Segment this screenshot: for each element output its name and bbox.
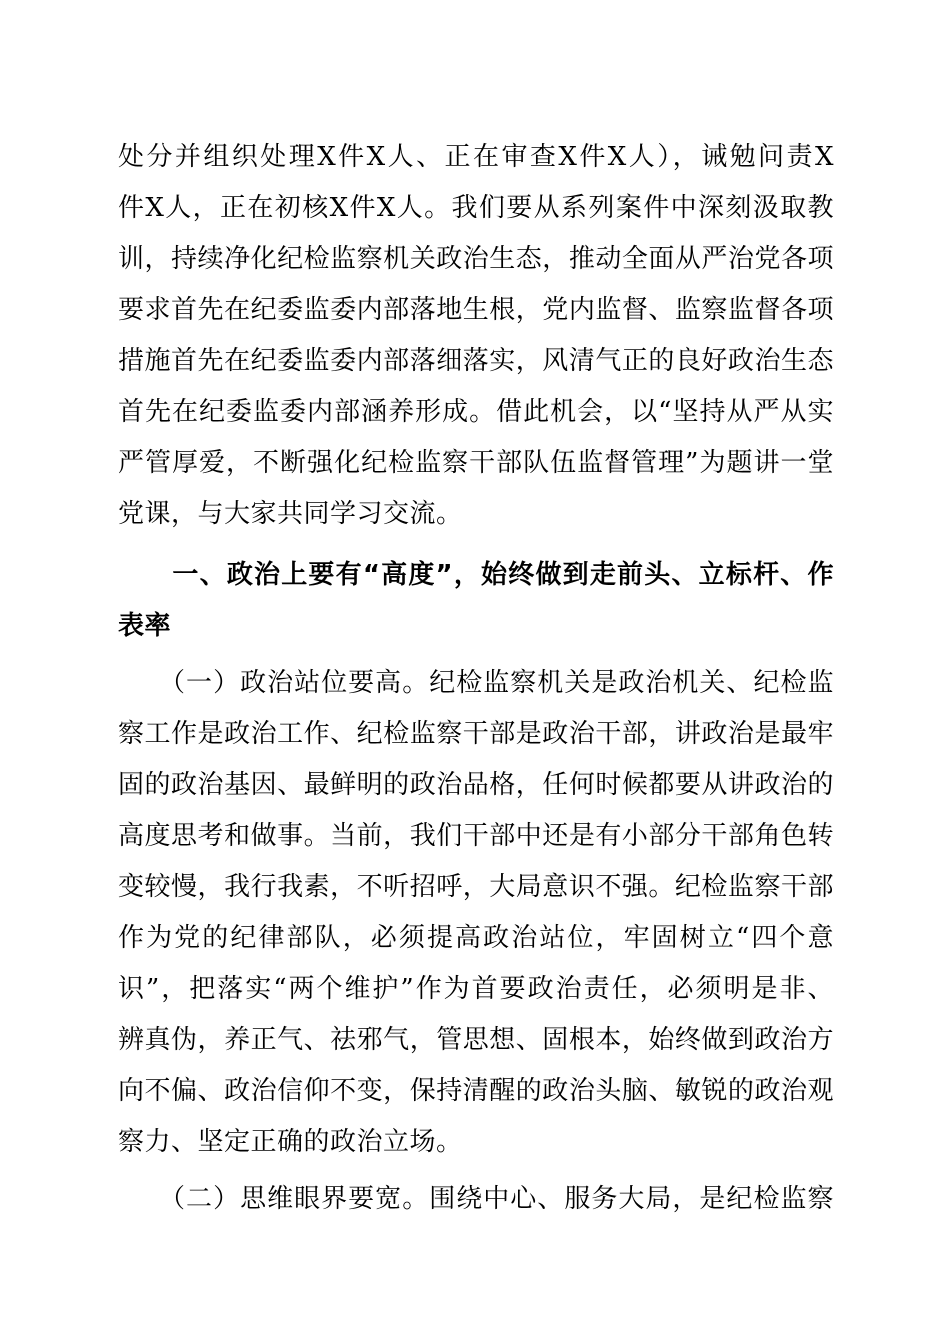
text-line: 固的政治基因、最鲜明的政治品格，任何时候都要从讲政治的	[118, 770, 834, 800]
text-line: （二）思维眼界要宽。围绕中心、服务大局，是纪检监察	[118, 1184, 834, 1214]
heading-line: 表率	[118, 611, 172, 641]
text-line: 训，持续净化纪检监察机关政治生态，推动全面从严治党各项	[118, 244, 834, 274]
text-line: （一）政治站位要高。纪检监察机关是政治机关、纪检监	[118, 668, 834, 698]
text-line: 党课，与大家共同学习交流。	[118, 499, 463, 529]
paragraph-1	[118, 132, 834, 540]
document-page	[118, 132, 834, 1225]
paragraph-2	[118, 658, 834, 1168]
text-line: 向不偏、政治信仰不变，保持清醒的政治头脑、敏锐的政治观	[118, 1076, 834, 1106]
text-line: 变较慢，我行我素，不听招呼，大局意识不强。纪检监察干部	[118, 872, 834, 902]
heading-line: 一、政治上要有“高度”，始终做到走前头、立标杆、作	[118, 560, 834, 590]
text-line: 措施首先在纪委监委内部落细落实，风清气正的良好政治生态	[118, 346, 834, 376]
text-line: 辨真伪，养正气、祛邪气，管思想、固根本，始终做到政治方	[118, 1025, 834, 1055]
section-heading-1	[118, 550, 834, 652]
text-line: 高度思考和做事。当前，我们干部中还是有小部分干部角色转	[118, 821, 834, 851]
text-line: 处分并组织处理X件X人、正在审查X件X人），诫勉问责X	[118, 142, 834, 172]
text-line: 严管厚爱，不断强化纪检监察干部队伍监督管理”为题讲一堂	[118, 448, 834, 478]
text-line: 要求首先在纪委监委内部落地生根，党内监督、监察监督各项	[118, 295, 834, 325]
text-line: 察工作是政治工作、纪检监察干部是政治干部，讲政治是最牢	[118, 719, 834, 749]
text-line: 识”，把落实“两个维护”作为首要政治责任，必须明是非、	[118, 974, 834, 1004]
paragraph-3	[118, 1174, 834, 1225]
text-line: 察力、坚定正确的政治立场。	[118, 1127, 463, 1157]
text-line: 作为党的纪律部队，必须提高政治站位，牢固树立“四个意	[118, 923, 834, 953]
text-line: 首先在纪委监委内部涵养形成。借此机会，以“坚持从严从实	[118, 397, 834, 427]
text-line: 件X人，正在初核X件X人。我们要从系列案件中深刻汲取教	[118, 193, 834, 223]
